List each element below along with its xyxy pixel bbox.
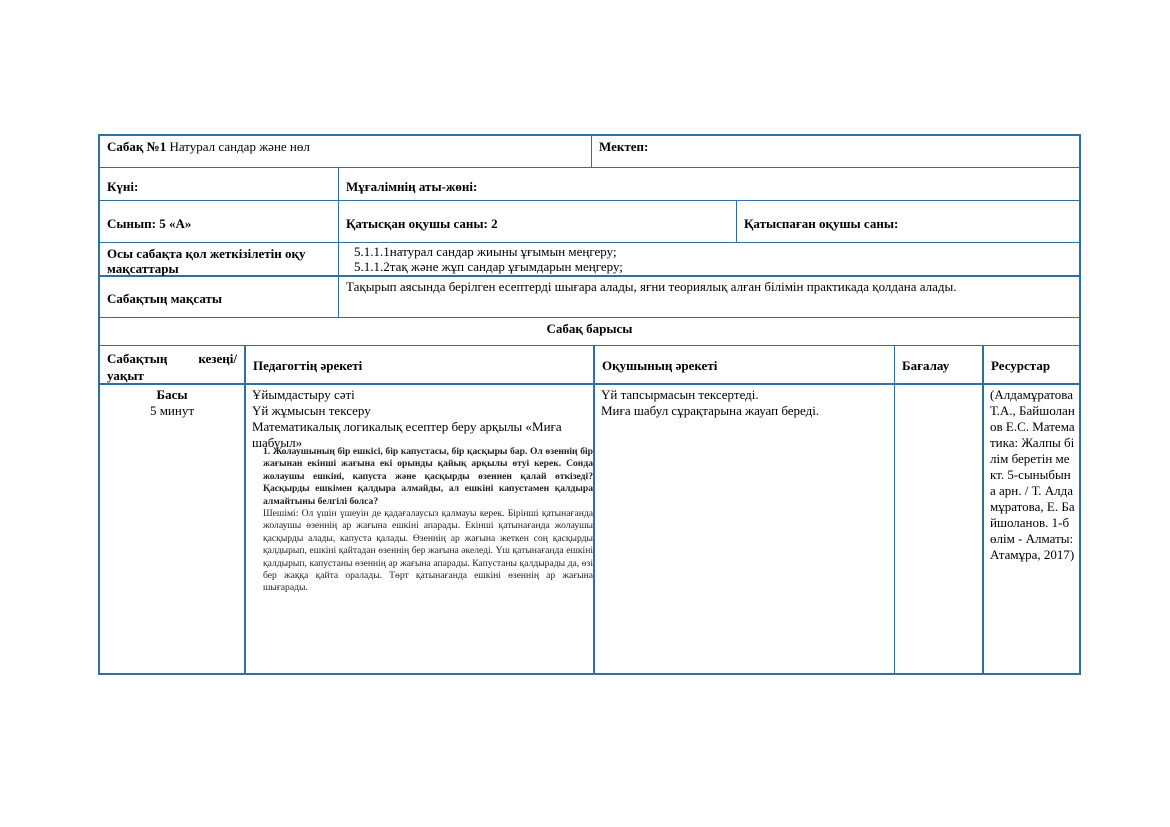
table-border-right [1079,134,1081,675]
student-activity-line: Үй тапсырмасын тексертеді. [601,387,759,402]
student-activity-line: Миға шабул сұрақтарына жауап береді. [601,403,820,418]
school-label: Мектеп: [599,139,649,154]
objectives-label: Осы сабақта қол жеткізілетін оқу мақсаттары [107,246,306,276]
column-header-assessment: Бағалау [902,358,950,373]
present-count-label: Қатысқан оқушы саны: 2 [346,216,498,231]
resources-cell: (Алдамұратова Т.А., Байшоланов Е.С. Математика: Жалпы білім беретін мект. 5-сыныбына арн. / Т. Алдамұратова, Е. Байшоланов. 1-бөлім - Алматы: Атамұра, 2017) [990,387,1075,562]
teacher-activity-line: Математикалық логикалық есептер беру арқылы «Миға шабуыл» [252,419,562,450]
lesson-title-cell [100,136,590,158]
lesson-progress-title: Сабақ барысы [546,321,633,336]
column-header-stage: Сабақтың кезеңі/ уақыт [107,351,237,383]
objective-item: 5.1.1.1натурал сандар жиыны ұғымын меңгеру; [354,244,617,259]
assessment-cell [895,384,982,390]
solution-text: Шешімі: Ол үшін үшеуін де қадағалаусыз қалмауы керек. Бірінші қатынағанда жолаушы өзеннің ар жағына ешкіні апарады. Екінші қатынағанда жолаушы қасқырды алады, капуста қалады. Өзеннің ар жағына жеткен соң қасқырды қалдырып, ешкіні қайтадан өзеннің бер жағына әкеледі. Үш қатынағанда ешкіні қалдырып, капустаны өзеннің ар жағына апарады. Капустаны қалдырады да, өзі бер жаққа қайта оралады. Төрт қатынағанда ешкіні өзеннің ар жағына шығарады. [263,508,593,594]
row-divider [98,200,1081,201]
col-divider [894,345,895,675]
teacher-name-label: Мұғалімнің аты-жөні: [346,179,478,194]
student-activity-cell [594,384,894,422]
absent-count-label: Қатыспаған оқушы саны: [744,216,899,231]
teacher-activity-line: Үй жұмысын тексеру [252,403,371,418]
stage-cell [100,384,244,422]
objective-item: 5.1.1.2тақ және жұп сандар ұғымдарын меңгеру; [354,259,623,274]
date-label: Күні: [107,179,139,194]
column-header-resources: Ресурстар [991,358,1051,373]
task-text: 1. Жолаушының бір ешкісі, бір капустасы, бір қасқыры бар. Ол өзеннің бір жағынан екінші жағына екі орынды қайық арқылы өтуі керек. Сонда жолаушы ешкіні, капуста және қасқырды өзеннен қалай өткізеді? Қасқырды ешкімен қалдыра алмайды, ал ешкіні капустамен қалдыра алмайтыны белгілі болса? [263,446,593,507]
column-header-student: Оқушының әрекеті [602,358,718,373]
lesson-title: Натурал сандар және нөл [169,139,310,154]
lesson-number: Сабақ №1 [107,139,167,154]
class-label: Сынып: 5 «А» [107,216,192,231]
teacher-activity-line: Ұйымдастыру сәті [252,387,355,402]
column-header-teacher: Педагогтің әрекеті [253,358,363,373]
scanned-task-image [255,446,595,598]
stage-time: 5 минут [149,403,195,418]
teacher-activity-cell [245,384,592,454]
goal-label: Сабақтың мақсаты [107,291,223,306]
goal-text: Тақырып аясында берілген есептерді шығара алады, яғни теориялық алған білімін практикада қолдана алады. [346,279,957,294]
stage-name: Басы [156,387,188,402]
objectives-list [347,242,1077,277]
row-divider [98,167,1081,168]
